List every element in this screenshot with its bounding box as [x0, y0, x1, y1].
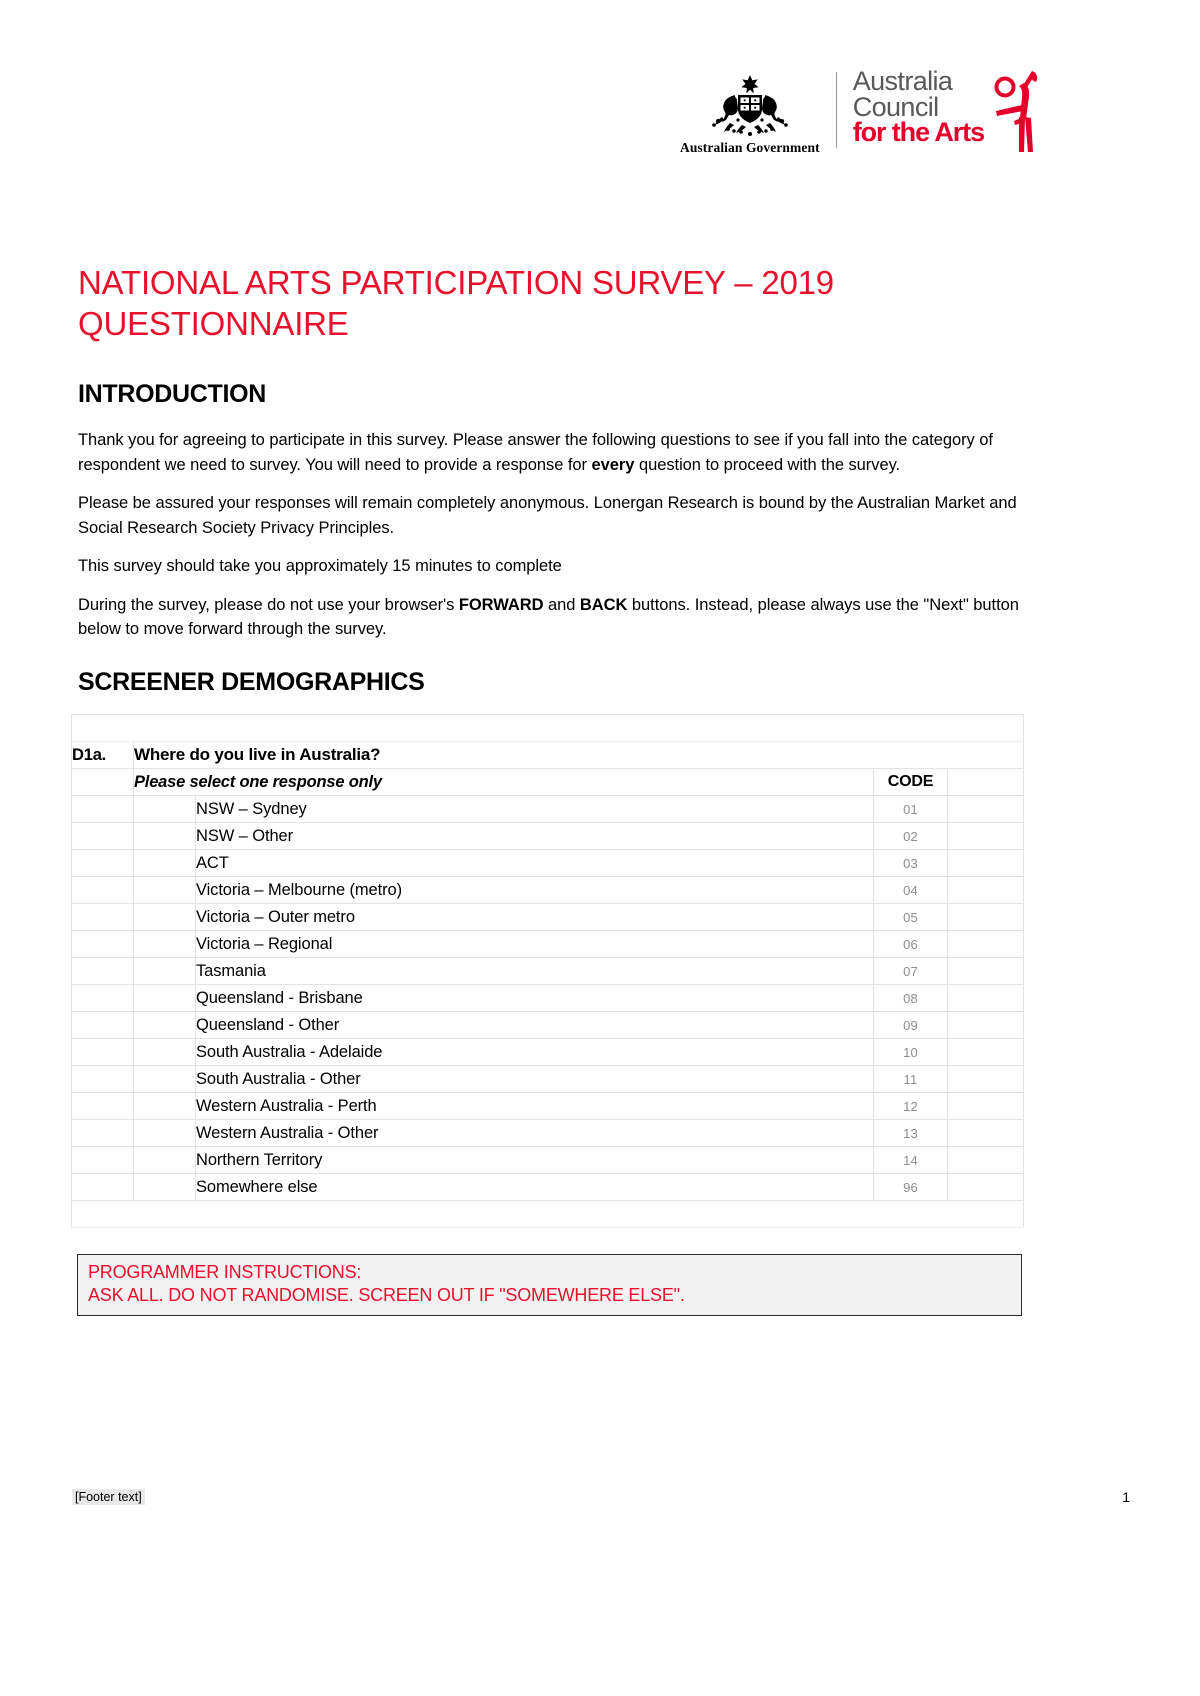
option-label[interactable]: Western Australia - Perth: [196, 1093, 874, 1120]
table-row[interactable]: [72, 958, 1024, 985]
heading-introduction: INTRODUCTION: [78, 380, 267, 408]
option-code: 08: [874, 985, 948, 1012]
paragraph-text: During the survey, please do not use your browser's: [78, 595, 459, 614]
option-indent-cell: [134, 850, 196, 877]
option-code: 96: [874, 1174, 948, 1201]
option-label[interactable]: Queensland - Brisbane: [196, 985, 874, 1012]
option-label[interactable]: Somewhere else: [196, 1174, 874, 1201]
paragraph-text: question to proceed with the survey.: [634, 455, 901, 474]
option-code: 06: [874, 931, 948, 958]
question-instruction: Please select one response only: [134, 769, 874, 796]
australian-government-label: Australian Government: [679, 140, 820, 155]
option-gutter-cell: [72, 1120, 134, 1147]
introduction-body: [78, 428, 1040, 642]
question-id: D1a.: [72, 742, 134, 769]
option-trailing-cell: [948, 958, 1024, 985]
option-code: 13: [874, 1120, 948, 1147]
option-gutter-cell: [72, 850, 134, 877]
option-code: 02: [874, 823, 948, 850]
option-indent-cell: [134, 796, 196, 823]
option-trailing-cell: [948, 1012, 1024, 1039]
question-text: Where do you live in Australia?: [134, 742, 1024, 769]
option-label[interactable]: NSW – Other: [196, 823, 874, 850]
table-row[interactable]: [72, 1066, 1024, 1093]
page-footer: [70, 1489, 1130, 1511]
option-code: 10: [874, 1039, 948, 1066]
emphasis-text: every: [591, 455, 635, 474]
option-indent-cell: [134, 1093, 196, 1120]
table-row[interactable]: [72, 1012, 1024, 1039]
option-code: 03: [874, 850, 948, 877]
paragraph-text: buttons. Instead, please always use the "Next" button below to move forward through the survey.: [78, 595, 1019, 638]
option-code: 14: [874, 1147, 948, 1174]
table-row[interactable]: [72, 1093, 1024, 1120]
option-gutter-cell: [72, 877, 134, 904]
option-trailing-cell: [948, 850, 1024, 877]
option-trailing-cell: [948, 1039, 1024, 1066]
introduction-paragraph: [78, 593, 1040, 642]
option-trailing-cell: [948, 796, 1024, 823]
option-code: 05: [874, 904, 948, 931]
option-trailing-cell: [948, 931, 1024, 958]
option-gutter-cell: [72, 931, 134, 958]
spacer-cell: [72, 1201, 1024, 1228]
option-trailing-cell: [948, 1147, 1024, 1174]
option-code: 01: [874, 796, 948, 823]
paragraph-text: Thank you for agreeing to participate in this survey. Please answer the following questions to see if you fall into the category of respondent we need to survey. You will need to provide a response for: [78, 431, 993, 474]
table-bottom-spacer-row: [72, 1201, 1024, 1228]
australian-government-logo: [680, 64, 836, 156]
option-trailing-cell: [948, 1174, 1024, 1201]
option-label[interactable]: ACT: [196, 850, 874, 877]
option-label[interactable]: South Australia - Other: [196, 1066, 874, 1093]
emphasis-text: BACK: [579, 595, 628, 614]
table-row[interactable]: [72, 1174, 1024, 1201]
option-indent-cell: [134, 1039, 196, 1066]
instruction-trailing-cell: [948, 769, 1024, 796]
heading-screener-demographics: SCREENER DEMOGRAPHICS: [78, 668, 425, 696]
option-label[interactable]: South Australia - Adelaide: [196, 1039, 874, 1066]
programmer-instructions-body: ASK ALL. DO NOT RANDOMISE. SCREEN OUT IF "SOMEWHERE ELSE".: [88, 1285, 685, 1305]
table-row[interactable]: [72, 877, 1024, 904]
paragraph-text: This survey should take you approximately 15 minutes to complete: [78, 557, 562, 575]
council-line-australia: Australia: [852, 66, 953, 96]
option-label[interactable]: Victoria – Melbourne (metro): [196, 877, 874, 904]
page-number: 1: [1122, 1489, 1130, 1505]
table-row[interactable]: [72, 823, 1024, 850]
option-gutter-cell: [72, 1012, 134, 1039]
question-row: [72, 742, 1024, 769]
dancing-figure-icon: [994, 67, 1040, 153]
option-label[interactable]: Northern Territory: [196, 1147, 874, 1174]
logo-divider: [836, 72, 837, 148]
emphasis-text: FORWARD: [458, 595, 544, 614]
table-row[interactable]: [72, 796, 1024, 823]
commonwealth-coat-of-arms-icon: [708, 75, 792, 137]
paragraph-text: and: [543, 595, 580, 614]
australia-council-wordmark: [853, 67, 984, 146]
programmer-instructions-heading: PROGRAMMER INSTRUCTIONS:: [88, 1262, 362, 1282]
option-trailing-cell: [948, 877, 1024, 904]
option-indent-cell: [134, 904, 196, 931]
option-trailing-cell: [948, 904, 1024, 931]
table-row[interactable]: [72, 1147, 1024, 1174]
option-gutter-cell: [72, 1093, 134, 1120]
australia-council-logo: [853, 67, 1040, 153]
option-trailing-cell: [948, 1066, 1024, 1093]
introduction-paragraph: [78, 428, 1040, 477]
table-row[interactable]: [72, 1120, 1024, 1147]
introduction-paragraph: [78, 491, 1040, 540]
option-gutter-cell: [72, 904, 134, 931]
option-indent-cell: [134, 958, 196, 985]
code-column-header: CODE: [874, 769, 948, 796]
option-trailing-cell: [948, 1093, 1024, 1120]
option-gutter-cell: [72, 1066, 134, 1093]
option-indent-cell: [134, 1120, 196, 1147]
option-gutter-cell: [72, 1174, 134, 1201]
instruction-gutter-cell: [72, 769, 134, 796]
option-code: 12: [874, 1093, 948, 1120]
option-indent-cell: [134, 931, 196, 958]
table-row[interactable]: [72, 985, 1024, 1012]
spacer-cell: [72, 715, 1024, 742]
table-row[interactable]: [72, 904, 1024, 931]
table-row[interactable]: [72, 1039, 1024, 1066]
option-trailing-cell: [948, 1120, 1024, 1147]
option-gutter-cell: [72, 958, 134, 985]
option-gutter-cell: [72, 1147, 134, 1174]
council-line-for-the-arts: for the Arts: [852, 117, 984, 148]
option-label[interactable]: NSW – Sydney: [196, 796, 874, 823]
option-indent-cell: [134, 1012, 196, 1039]
option-label[interactable]: Queensland - Other: [196, 1012, 874, 1039]
option-indent-cell: [134, 877, 196, 904]
council-line-council: Council: [852, 91, 939, 122]
option-trailing-cell: [948, 985, 1024, 1012]
option-gutter-cell: [72, 823, 134, 850]
table-row[interactable]: [72, 850, 1024, 877]
option-code: 07: [874, 958, 948, 985]
programmer-instructions-box: [77, 1254, 1022, 1316]
option-indent-cell: [134, 1066, 196, 1093]
option-label[interactable]: Victoria – Outer metro: [196, 904, 874, 931]
introduction-paragraph: [78, 554, 1040, 579]
question-table-d1a: [71, 714, 1024, 1228]
paragraph-text: Please be assured your responses will remain completely anonymous. Lonergan Research is bound by the Australian Market and Social Research Society Privacy Principles.: [78, 494, 1017, 537]
option-indent-cell: [134, 823, 196, 850]
page-title: NATIONAL ARTS PARTICIPATION SURVEY – 2019 QUESTIONNAIRE: [78, 264, 834, 342]
option-code: 04: [874, 877, 948, 904]
option-indent-cell: [134, 1147, 196, 1174]
option-gutter-cell: [72, 985, 134, 1012]
document-header: [680, 60, 1040, 160]
table-row[interactable]: [72, 931, 1024, 958]
option-indent-cell: [134, 985, 196, 1012]
option-code: 11: [874, 1066, 948, 1093]
option-indent-cell: [134, 1174, 196, 1201]
option-trailing-cell: [948, 823, 1024, 850]
option-gutter-cell: [72, 1039, 134, 1066]
instruction-row: [72, 769, 1024, 796]
footer-text-placeholder[interactable]: [Footer text]: [72, 1489, 145, 1505]
option-label[interactable]: Tasmania: [196, 958, 874, 985]
table-top-spacer-row: [72, 715, 1024, 742]
option-code: 09: [874, 1012, 948, 1039]
option-gutter-cell: [72, 796, 134, 823]
option-label[interactable]: Victoria – Regional: [196, 931, 874, 958]
option-label[interactable]: Western Australia - Other: [196, 1120, 874, 1147]
